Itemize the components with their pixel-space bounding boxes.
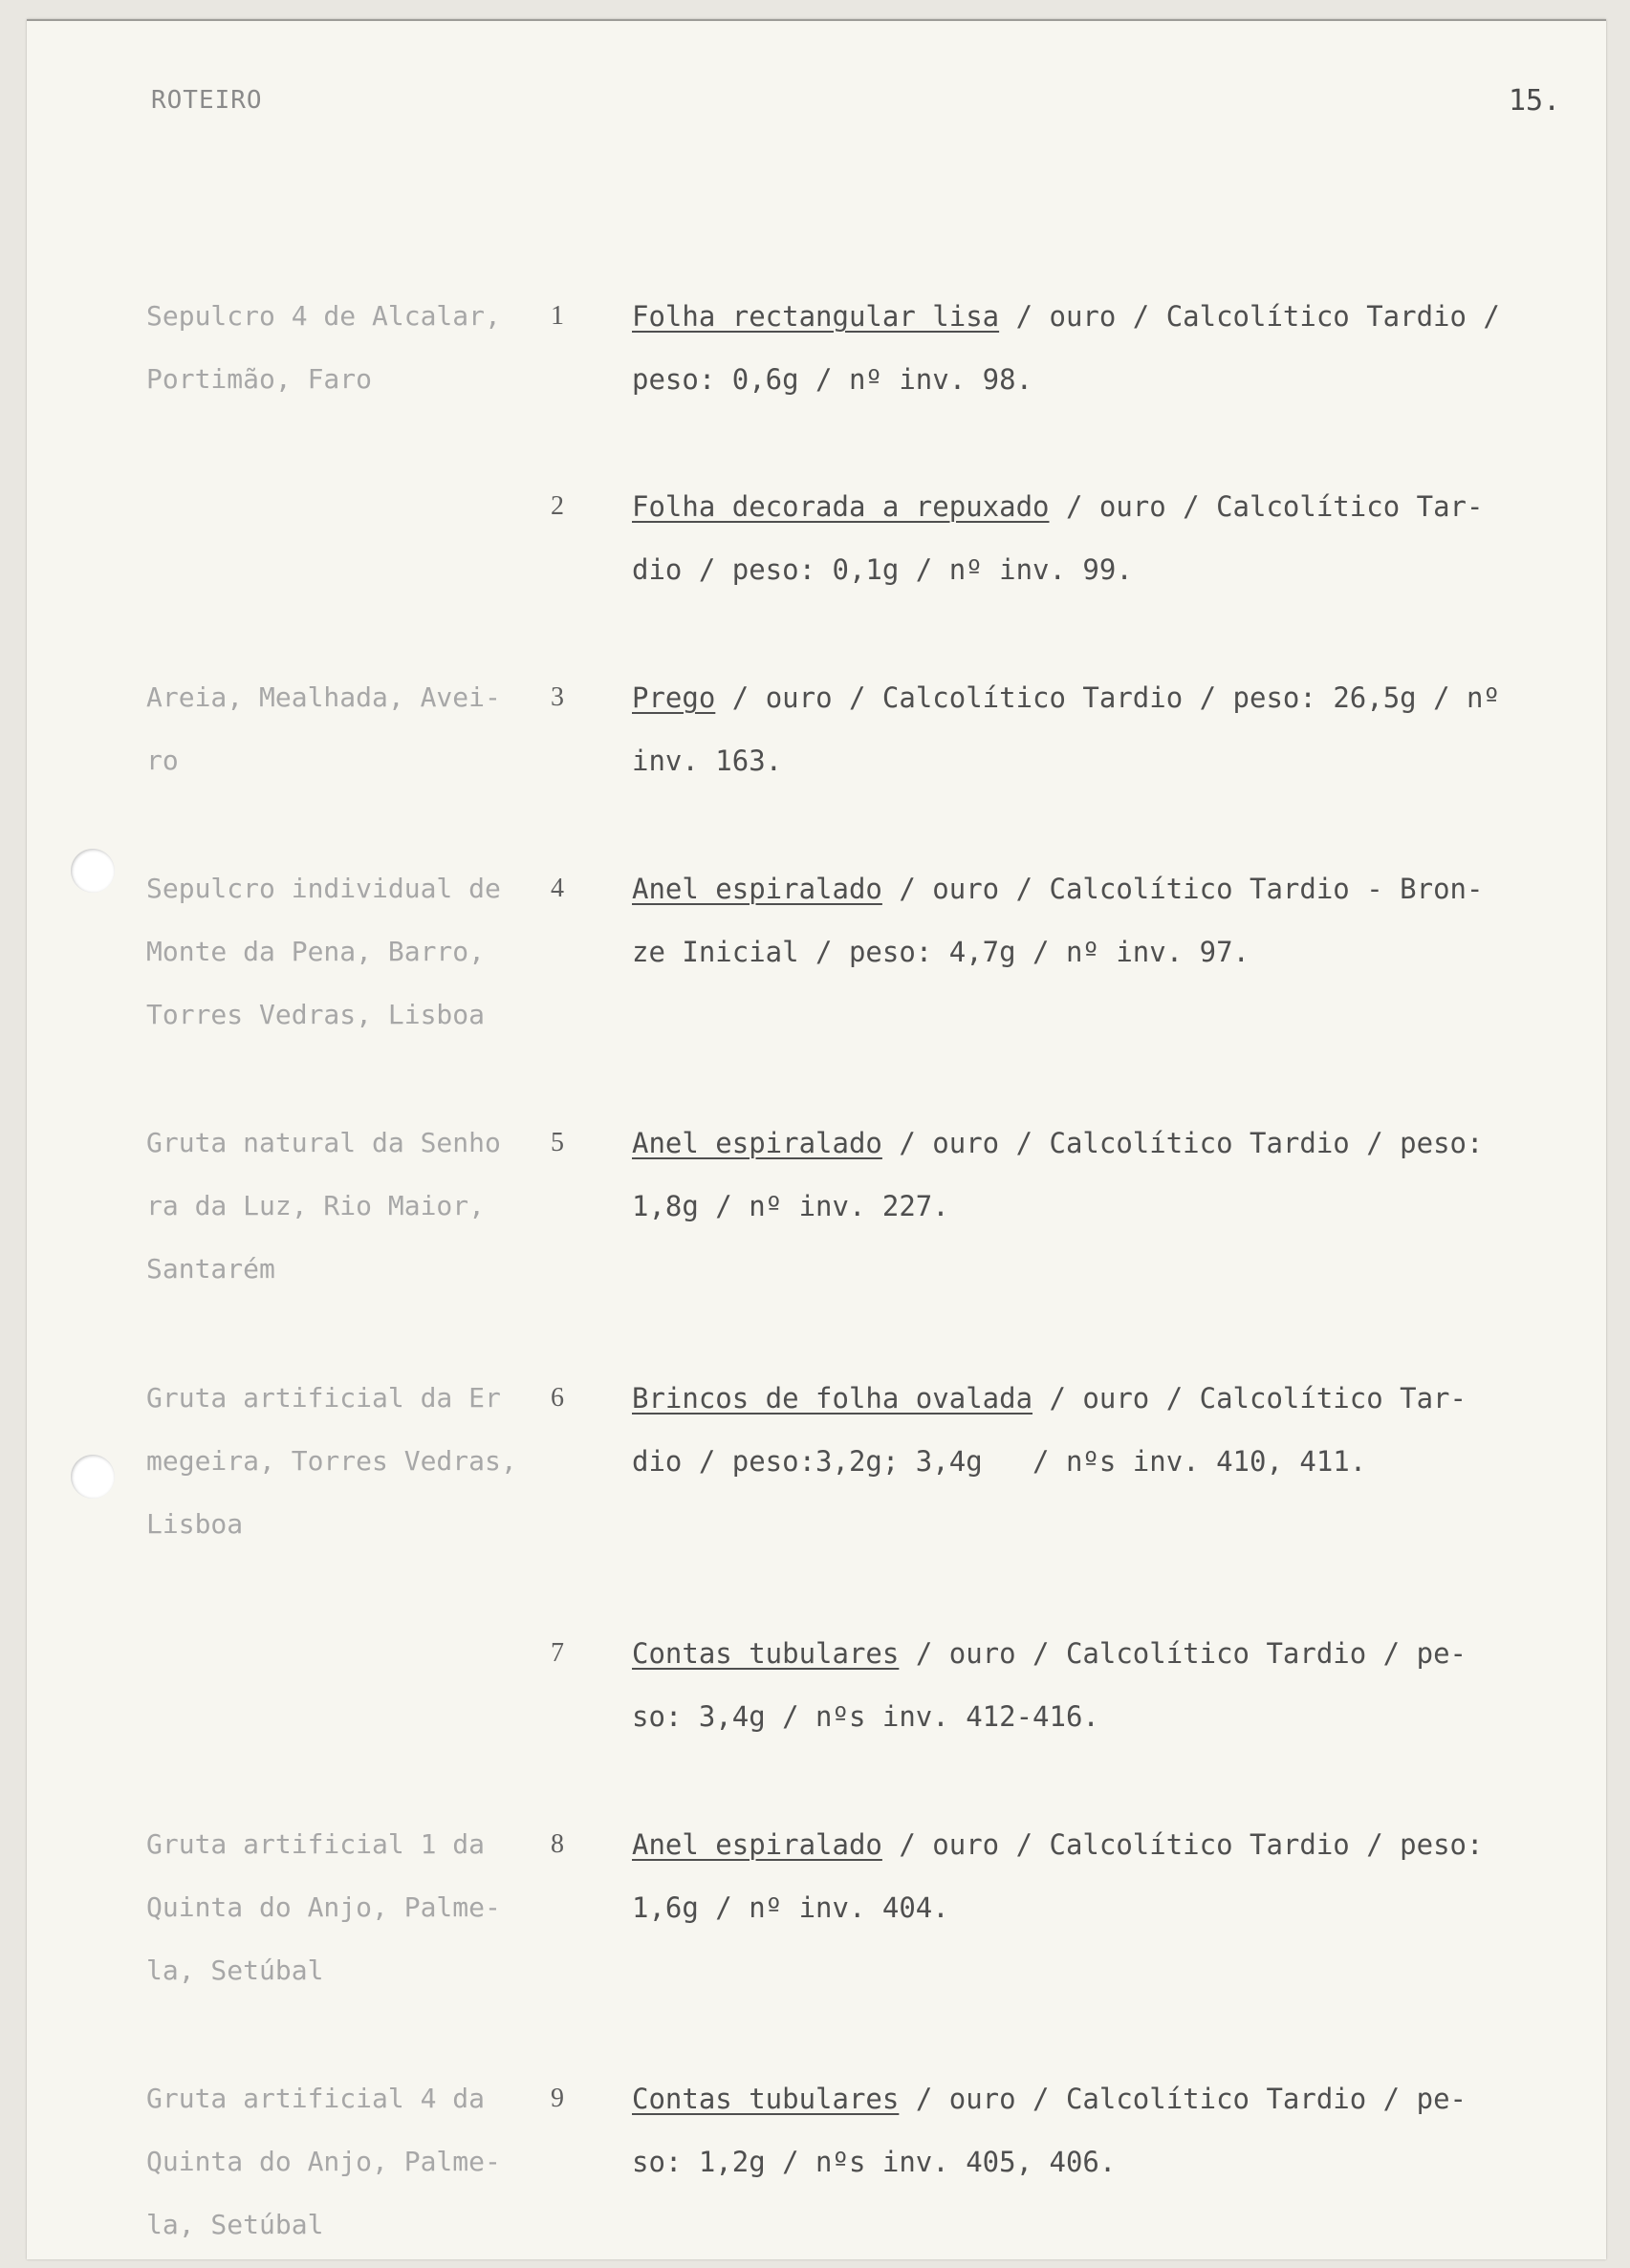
entry-desc-rest: / ouro / Calcolítico Tardio / peso: bbox=[881, 1127, 1484, 1159]
page-number: 15. bbox=[1509, 84, 1561, 118]
entry-title: Anel espiralado bbox=[632, 873, 882, 905]
location-line: Portimão, Faro bbox=[146, 363, 373, 395]
entry-desc-line2: so: 3,4g / nºs inv. 412-416. bbox=[632, 1700, 1099, 1733]
location-line: ra da Luz, Rio Maior, bbox=[146, 1190, 486, 1221]
entry-desc-line2: 1,8g / nº inv. 227. bbox=[632, 1190, 949, 1222]
entry-description bbox=[632, 2067, 1492, 2193]
location-line: la, Setúbal bbox=[146, 1955, 324, 1986]
location-line: Torres Vedras, Lisboa bbox=[146, 999, 486, 1030]
entry-title: Anel espiralado bbox=[632, 1828, 882, 1861]
entry-desc-rest: / ouro / Calcolítico Tardio / bbox=[999, 300, 1500, 333]
entry-desc-rest: / ouro / Calcolítico Tar- bbox=[1032, 1382, 1467, 1415]
entry-number: 7 bbox=[551, 1638, 564, 1668]
entry-location bbox=[146, 1112, 510, 1301]
entry-location bbox=[146, 857, 510, 1047]
entry-number: 4 bbox=[551, 874, 564, 903]
entry-description bbox=[632, 1112, 1492, 1238]
entry-location bbox=[146, 285, 510, 411]
entry-desc-line2: inv. 163. bbox=[632, 745, 783, 777]
entry-title: Folha decorada a repuxado bbox=[632, 490, 1050, 523]
entry-title: Prego bbox=[632, 681, 716, 714]
entry-number: 3 bbox=[551, 682, 564, 712]
location-line: Areia, Mealhada, Avei- bbox=[146, 681, 501, 713]
punch-hole bbox=[71, 1455, 115, 1499]
entry-title: Contas tubulares bbox=[632, 2083, 900, 2115]
location-line: Monte da Pena, Barro, bbox=[146, 936, 486, 967]
entry-desc-rest: / ouro / Calcolítico Tardio / peso: 26,5g / nº bbox=[715, 681, 1500, 714]
entry-desc-line2: 1,6g / nº inv. 404. bbox=[632, 1891, 949, 1924]
location-line: Gruta natural da Senho bbox=[146, 1127, 501, 1158]
entry-description bbox=[632, 285, 1500, 411]
location-line: Lisboa bbox=[146, 1508, 244, 1540]
entry-description bbox=[632, 475, 1492, 601]
location-line: Sepulcro 4 de Alcalar, bbox=[146, 300, 501, 332]
location-line: la, Setúbal bbox=[146, 2209, 324, 2240]
entry-desc-line2: dio / peso: 0,1g / nº inv. 99. bbox=[632, 553, 1133, 586]
entry-number: 2 bbox=[551, 491, 564, 521]
entry-location bbox=[146, 666, 510, 792]
entry-description bbox=[632, 1813, 1492, 1939]
entry-desc-rest: / ouro / Calcolítico Tardio / peso: bbox=[881, 1828, 1484, 1861]
entry-title: Anel espiralado bbox=[632, 1127, 882, 1159]
location-line: Quinta do Anjo, Palme- bbox=[146, 1891, 501, 1923]
entry-number: 1 bbox=[551, 301, 564, 331]
entry-number: 6 bbox=[551, 1383, 564, 1413]
entry-desc-line2: so: 1,2g / nºs inv. 405, 406. bbox=[632, 2146, 1117, 2178]
entry-desc-rest: / ouro / Calcolítico Tardio / pe- bbox=[899, 1637, 1467, 1670]
entry-title: Brincos de folha ovalada bbox=[632, 1382, 1033, 1415]
entry-desc-rest: / ouro / Calcolítico Tardio - Bron- bbox=[881, 873, 1484, 905]
location-line: Gruta artificial 1 da bbox=[146, 1828, 486, 1860]
location-line: Santarém bbox=[146, 1253, 275, 1285]
entry-description bbox=[632, 666, 1500, 792]
header-title: ROTEIRO bbox=[151, 86, 263, 115]
location-line: ro bbox=[146, 745, 179, 776]
entry-number: 9 bbox=[551, 2084, 564, 2113]
document-page bbox=[27, 19, 1606, 2259]
location-line: Quinta do Anjo, Palme- bbox=[146, 2146, 501, 2177]
entry-title: Contas tubulares bbox=[632, 1637, 900, 1670]
punch-hole bbox=[71, 849, 115, 893]
entry-description bbox=[632, 857, 1492, 983]
entry-location bbox=[146, 1367, 517, 1556]
entry-desc-line2: dio / peso:3,2g; 3,4g / nºs inv. 410, 411. bbox=[632, 1445, 1367, 1478]
entry-location bbox=[146, 1813, 510, 2002]
entry-desc-rest: / ouro / Calcolítico Tar- bbox=[1049, 490, 1484, 523]
entry-number: 8 bbox=[551, 1829, 564, 1859]
entry-desc-rest: / ouro / Calcolítico Tardio / pe- bbox=[899, 2083, 1467, 2115]
entry-desc-line2: peso: 0,6g / nº inv. 98. bbox=[632, 363, 1033, 396]
entry-description bbox=[632, 1367, 1492, 1493]
location-line: Gruta artificial 4 da bbox=[146, 2083, 486, 2114]
location-line: Sepulcro individual de bbox=[146, 873, 501, 904]
entry-desc-line2: ze Inicial / peso: 4,7g / nº inv. 97. bbox=[632, 936, 1250, 968]
entry-location bbox=[146, 2067, 510, 2257]
location-line: megeira, Torres Vedras, bbox=[146, 1445, 517, 1477]
entry-number: 5 bbox=[551, 1128, 564, 1157]
location-line: Gruta artificial da Er bbox=[146, 1382, 501, 1414]
entry-title: Folha rectangular lisa bbox=[632, 300, 1000, 333]
entry-description bbox=[632, 1622, 1492, 1748]
